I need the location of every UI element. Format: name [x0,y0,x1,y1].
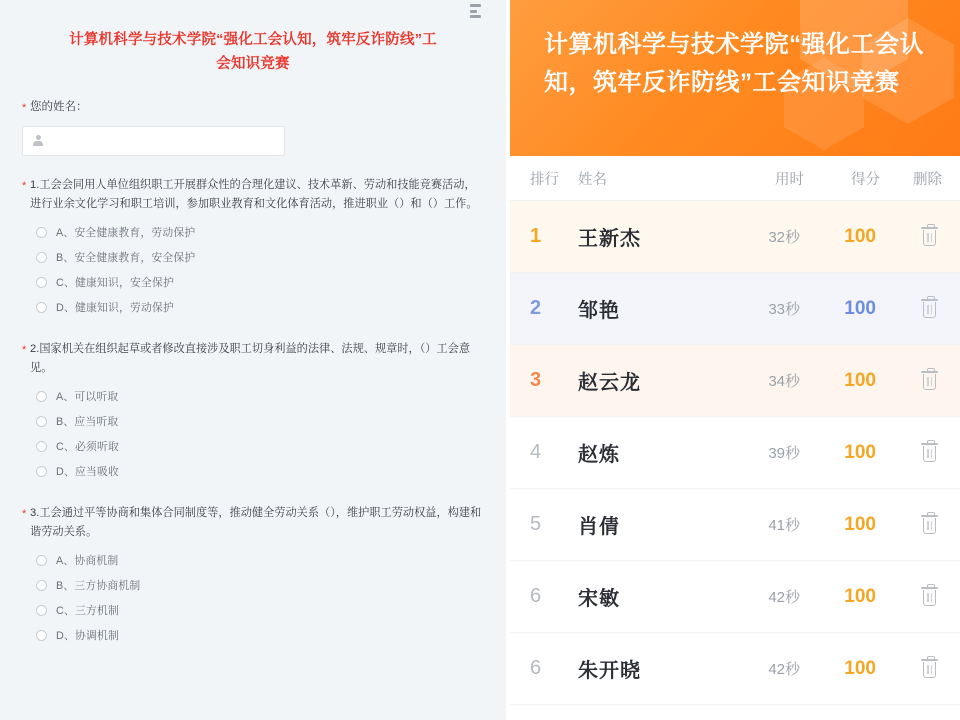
radio-icon[interactable] [36,630,47,641]
radio-icon[interactable] [36,441,47,452]
name-field-block [22,98,484,156]
name-label-text: 您的姓名： [30,101,88,113]
option-2b[interactable] [36,409,484,434]
person-icon [32,135,44,147]
option-2d[interactable] [36,459,484,484]
row-rank: 2 [530,297,542,319]
table-row[interactable] [510,633,960,705]
trash-icon[interactable] [921,299,938,319]
option-2d-label: D、应当吸收 [56,466,119,478]
table-row[interactable] [510,273,960,345]
option-1d-label: D、健康知识，劳动保护 [56,302,174,314]
radio-icon[interactable] [36,227,47,238]
row-name: 宋敏 [578,588,620,610]
option-3c-label: C、三方机制 [56,605,119,617]
row-time: 34秒 [768,373,800,390]
question-2 [22,340,484,484]
option-2a-label: A、可以听取 [56,391,119,403]
question-2-text [22,340,484,378]
row-rank: 5 [530,513,542,535]
trash-icon[interactable] [921,587,938,607]
row-name: 朱开晓 [578,660,641,682]
quiz-form-content [0,0,506,648]
row-score: 100 [844,441,876,463]
radio-icon[interactable] [36,391,47,402]
table-row[interactable] [510,417,960,489]
option-3d[interactable] [36,623,484,648]
option-3b-label: B、三方协商机制 [56,580,141,592]
row-score: 100 [844,657,876,679]
row-name: 王新杰 [578,228,641,250]
table-row[interactable] [510,489,960,561]
required-asterisk: * [22,344,27,356]
option-2a[interactable] [36,384,484,409]
option-1c-label: C、健康知识，安全保护 [56,277,174,289]
radio-icon[interactable] [36,252,47,263]
option-3d-label: D、协调机制 [56,630,119,642]
trash-icon[interactable] [921,227,938,247]
row-name: 肖倩 [578,516,620,538]
row-score: 100 [844,585,876,607]
row-time: 33秒 [768,301,800,318]
row-name: 赵云龙 [578,372,641,394]
menu-icon[interactable] [470,4,484,18]
question-1-options [22,220,484,320]
radio-icon[interactable] [36,466,47,477]
question-3-label: 3.工会通过平等协商和集体合同制度等，推动健全劳动关系（），维护职工劳动权益，构建和谐劳动关系。 [30,507,482,538]
row-delete-button[interactable] [876,371,942,391]
ranking-banner-title: 计算机科学与技术学院“强化工会认知，筑牢反诈防线”工会知识竞赛 [544,31,924,96]
row-name: 邹艳 [578,300,620,322]
row-rank: 6 [530,657,542,679]
question-2-label: 2.国家机关在组织起草或者修改直接涉及职工切身利益的法律、法规、规章时，（）工会意见。 [30,343,471,374]
row-time: 42秒 [768,589,800,606]
column-header-delete: 删除 [913,171,942,188]
question-1 [22,176,484,320]
radio-icon[interactable] [36,605,47,616]
option-1c[interactable] [36,270,484,295]
row-time: 41秒 [768,517,800,534]
row-rank: 1 [530,225,542,247]
radio-icon[interactable] [36,416,47,427]
trash-icon[interactable] [921,515,938,535]
row-delete-button[interactable] [876,659,942,679]
option-3b[interactable] [36,573,484,598]
row-delete-button[interactable] [876,227,942,247]
row-delete-button[interactable] [876,587,942,607]
row-rank: 6 [530,585,542,607]
option-1b-label: B、安全健康教育，安全保护 [56,252,196,264]
table-row[interactable] [510,201,960,273]
ranking-column-headers [510,156,960,201]
row-delete-button[interactable] [876,443,942,463]
required-asterisk: * [22,180,27,192]
row-time: 42秒 [768,661,800,678]
trash-icon[interactable] [921,659,938,679]
option-1d[interactable] [36,295,484,320]
radio-icon[interactable] [36,580,47,591]
option-3c[interactable] [36,598,484,623]
table-row[interactable] [510,561,960,633]
quiz-title: 计算机科学与技术学院“强化工会认知，筑牢反诈防线”工会知识竞赛 [69,32,437,72]
option-1b[interactable] [36,245,484,270]
column-header-score: 得分 [851,171,880,188]
row-name: 赵炼 [578,444,620,466]
radio-icon[interactable] [36,277,47,288]
radio-icon[interactable] [36,302,47,313]
row-score: 100 [844,513,876,535]
name-input[interactable] [22,126,285,156]
question-1-label: 1.工会会同用人单位组织职工开展群众性的合理化建议、技术革新、劳动和技能竞赛活动，进行业余文化学习和职工培训，参加职业教育和文化体育活动，推进职业（）和（）工作。 [30,179,478,210]
row-time: 39秒 [768,445,800,462]
ranking-banner [510,0,960,156]
row-delete-button[interactable] [876,515,942,535]
radio-icon[interactable] [36,555,47,566]
row-rank: 4 [530,441,542,463]
column-header-name: 姓名 [578,171,607,188]
trash-icon[interactable] [921,371,938,391]
option-1a[interactable] [36,220,484,245]
option-2b-label: B、应当听取 [56,416,119,428]
option-3a-label: A、协商机制 [56,555,119,567]
option-3a[interactable] [36,548,484,573]
ranking-pane [510,0,960,720]
name-field-label [22,98,484,116]
trash-icon[interactable] [921,443,938,463]
question-3-text [22,504,484,542]
row-delete-button[interactable] [876,299,942,319]
row-score: 100 [844,369,876,391]
question-3 [22,504,484,648]
row-score: 100 [844,297,876,319]
option-2c-label: C、必须听取 [56,441,119,453]
required-asterisk: * [22,102,27,114]
option-1a-label: A、安全健康教育，劳动保护 [56,227,196,239]
question-2-options [22,384,484,484]
row-rank: 3 [530,369,542,391]
column-header-time: 用时 [775,171,804,188]
option-2c[interactable] [36,434,484,459]
row-score: 100 [844,225,876,247]
required-asterisk: * [22,508,27,520]
question-1-text [22,176,484,214]
column-header-rank: 排行 [530,171,559,188]
row-time: 32秒 [768,229,800,246]
question-3-options [22,548,484,648]
table-row[interactable] [510,345,960,417]
